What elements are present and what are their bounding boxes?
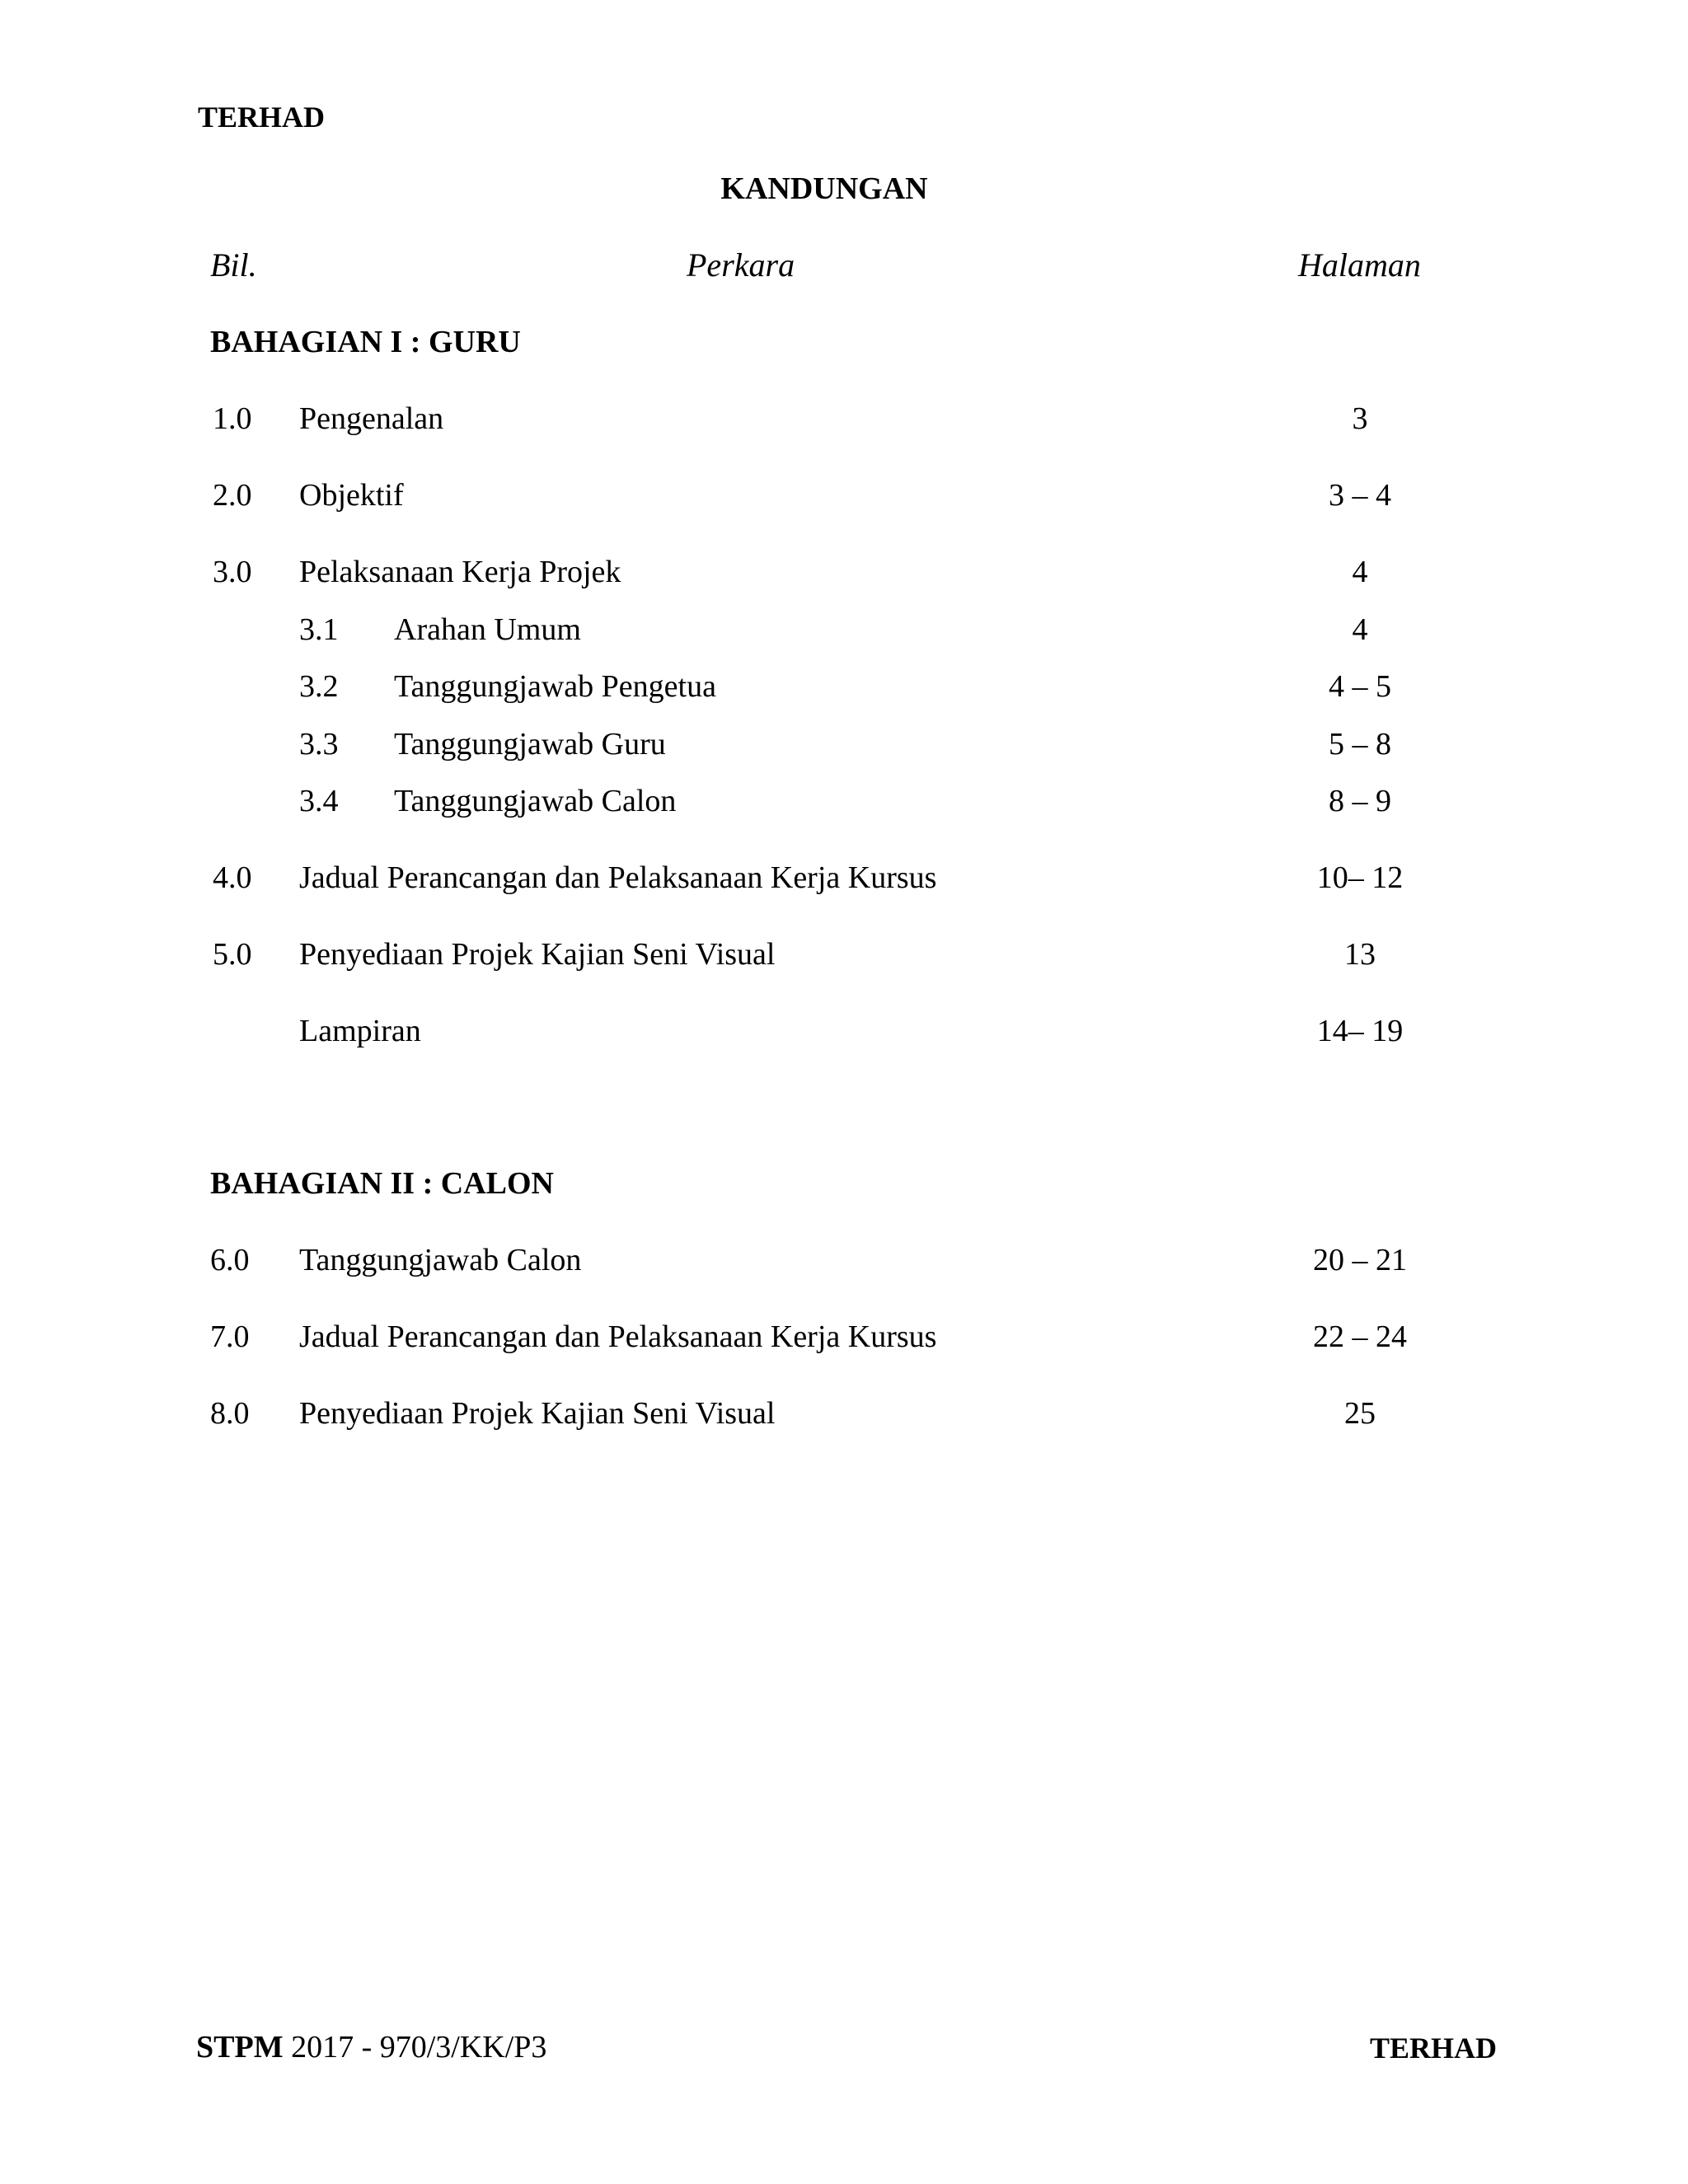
toc-page: 20 – 21 (1313, 1243, 1407, 1277)
toc-row[interactable] (0, 1321, 1688, 1357)
footer-document-code (196, 2032, 546, 2063)
toc-page: 22 – 24 (1313, 1319, 1407, 1354)
toc-row[interactable] (0, 1244, 1688, 1281)
column-header-perkara: Perkara (687, 246, 795, 284)
toc-title: Pengenalan (299, 401, 444, 436)
toc-title: Tanggungjawab Calon (299, 1243, 582, 1277)
column-header-halaman: Halaman (1298, 246, 1421, 284)
toc-number: 6.0 (210, 1243, 250, 1277)
footer-classification: TERHAD (1370, 2032, 1498, 2064)
toc-row[interactable] (0, 862, 1688, 898)
toc-row[interactable] (0, 556, 1688, 593)
toc-page: 25 (1344, 1396, 1376, 1431)
toc-number: 1.0 (213, 401, 252, 436)
toc-title: Tanggungjawab Guru (394, 727, 666, 762)
toc-title: Lampiran (299, 1014, 421, 1048)
toc-subrow[interactable] (0, 614, 1688, 650)
toc-subrow[interactable] (0, 729, 1688, 765)
toc-number: 3.4 (299, 784, 339, 818)
toc-page: 4 (1352, 555, 1368, 589)
toc-row[interactable] (0, 480, 1688, 516)
toc-page: 8 – 9 (1329, 784, 1391, 818)
toc-title: Pelaksanaan Kerja Projek (299, 555, 621, 589)
toc-title: Tanggungjawab Calon (394, 784, 677, 818)
toc-title: Penyediaan Projek Kajian Seni Visual (299, 937, 776, 972)
toc-number: 3.1 (299, 612, 339, 647)
toc-page: 13 (1344, 937, 1376, 972)
toc-subrow[interactable] (0, 785, 1688, 822)
header-classification: TERHAD (198, 101, 326, 134)
toc-title: Penyediaan Projek Kajian Seni Visual (299, 1396, 776, 1431)
page-title: KANDUNGAN (720, 171, 928, 206)
toc-row[interactable] (0, 939, 1688, 975)
toc-page: 4 (1352, 612, 1368, 647)
toc-number: 3.2 (299, 669, 339, 704)
toc-page: 3 – 4 (1329, 478, 1391, 513)
toc-row[interactable] (0, 1015, 1688, 1052)
footer-code-prefix: STPM (196, 2030, 284, 2064)
toc-title: Jadual Perancangan dan Pelaksanaan Kerja Kursus (299, 1319, 937, 1354)
toc-title: Objektif (299, 478, 404, 513)
toc-page: 3 (1352, 401, 1368, 436)
toc-number: 8.0 (210, 1396, 250, 1431)
toc-number: 5.0 (213, 937, 252, 972)
footer-code-rest: 2017 - 970/3/KK/P3 (283, 2030, 547, 2064)
toc-title: Arahan Umum (394, 612, 581, 647)
toc-number: 4.0 (213, 860, 252, 895)
toc-row[interactable] (0, 403, 1688, 439)
toc-page: 4 – 5 (1329, 669, 1391, 704)
toc-title: Tanggungjawab Pengetua (394, 669, 716, 704)
toc-number: 3.0 (213, 555, 252, 589)
toc-number: 2.0 (213, 478, 252, 513)
toc-page: 5 – 8 (1329, 727, 1391, 762)
toc-title: Jadual Perancangan dan Pelaksanaan Kerja Kursus (299, 860, 937, 895)
toc-page: 10– 12 (1316, 860, 1404, 895)
section-heading-part1: BAHAGIAN I : GURU (210, 325, 521, 359)
section-heading-part2: BAHAGIAN II : CALON (210, 1166, 554, 1201)
toc-row[interactable] (0, 1398, 1688, 1434)
toc-page: 14– 19 (1316, 1014, 1404, 1048)
toc-number: 3.3 (299, 727, 339, 762)
toc-number: 7.0 (210, 1319, 250, 1354)
column-header-bil: Bil. (210, 246, 257, 284)
toc-subrow[interactable] (0, 671, 1688, 707)
